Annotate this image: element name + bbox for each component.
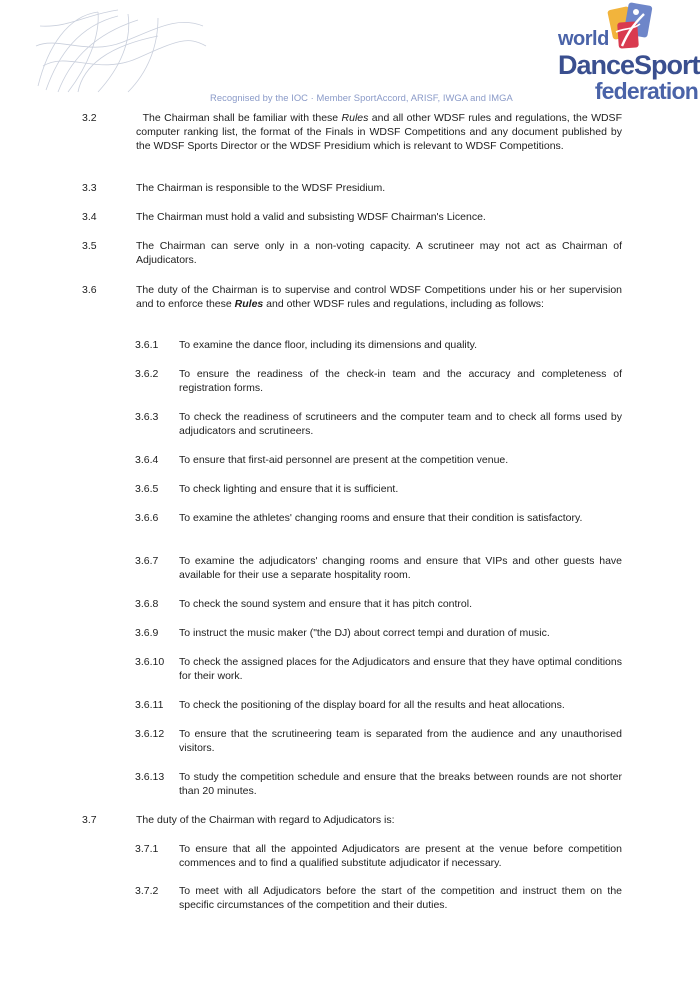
- subsection-3-6-8: [135, 597, 622, 611]
- subsection-text: To ensure that the scrutineering team is separated from the audience and any unauthorised visitors.: [179, 728, 622, 754]
- section-number: 3.5: [82, 240, 97, 252]
- subsection-text: To ensure that first-aid personnel are present at the competition venue.: [179, 454, 509, 466]
- subsection-number: 3.6.13: [135, 771, 165, 783]
- subsection-3-7-2: [135, 884, 622, 912]
- section-number: 3.2: [82, 112, 97, 124]
- section-text: The duty of the Chairman with regard to Adjudicators is:: [136, 814, 395, 826]
- subsection-3-6-12: [135, 727, 622, 755]
- subsection-text: To check the assigned places for the Adjudicators and ensure that they have optimal conditions for their work.: [179, 656, 622, 682]
- subsection-text: To examine the adjudicators' changing rooms and ensure that VIPs and other guests have available for their use a separate hospitality room.: [179, 555, 622, 581]
- subsection-text: To study the competition schedule and ensure that the breaks between rounds are not shorter than 20 minutes.: [179, 771, 622, 797]
- section-number: 3.4: [82, 211, 97, 223]
- section-3-5: [82, 239, 622, 267]
- subsection-text: To check the readiness of scrutineers and the computer team and to check all forms used by adjudicators and scrutineers.: [179, 411, 622, 437]
- subsection-number: 3.6.2: [135, 368, 159, 380]
- subsection-number: 3.6.9: [135, 627, 159, 639]
- section-text: The Chairman is responsible to the WDSF Presidium.: [136, 182, 386, 194]
- section-number: 3.3: [82, 182, 97, 194]
- subsection-number: 3.6.5: [135, 483, 159, 495]
- logo-word-federation: federation: [594, 78, 698, 104]
- logo-word-dancesport: DanceSport: [558, 50, 700, 80]
- subsection-text: To ensure that all the appointed Adjudicators are present at the venue before competition commences and to find a qualified substitute adjudicator if necessary.: [179, 843, 622, 869]
- subsection-text: To instruct the music maker ("the DJ) about correct tempi and duration of music.: [179, 627, 550, 639]
- subsection-3-6-5: [135, 482, 622, 496]
- subsection-3-6-13: [135, 770, 622, 798]
- subsection-number: 3.6.3: [135, 411, 159, 423]
- subsection-number: 3.6.4: [135, 454, 159, 466]
- subsection-3-6-4: [135, 453, 622, 467]
- wdsf-logo: [556, 2, 700, 106]
- subsection-3-6-10: [135, 655, 622, 683]
- subsection-3-6-1: [135, 338, 622, 352]
- section-text: The Chairman shall be familiar with these Rules and all other WDSF rules and regulations, the WDSF computer ranking list, the format of the Finals in WDSF Competitions and any document published by the WDSF Sports Director or the WDSF Presidium which is relevant to WDSF Competitions.: [136, 112, 622, 152]
- section-3-2: [82, 111, 622, 153]
- subsection-number: 3.6.11: [135, 699, 164, 711]
- subsection-text: To check lighting and ensure that it is sufficient.: [179, 483, 399, 495]
- section-number: 3.7: [82, 814, 97, 826]
- subsection-number: 3.6.7: [135, 555, 159, 567]
- subsection-number: 3.6.6: [135, 512, 159, 524]
- section-text: The Chairman can serve only in a non-voting capacity. A scrutineer may not act as Chairman of Adjudicators.: [136, 240, 622, 266]
- subsection-3-7-1: [135, 842, 622, 870]
- subsection-number: 3.7.2: [135, 885, 159, 897]
- section-3-6: [82, 283, 622, 311]
- subsection-number: 3.6.1: [135, 339, 159, 351]
- section-3-4: [82, 210, 622, 224]
- logo-word-world: world: [558, 28, 609, 50]
- subsection-3-6-3: [135, 410, 622, 438]
- section-text: The duty of the Chairman is to supervise and control WDSF Competitions under his or her supervision and to enforce these Rules and other WDSF rules and regulations, including as follows:: [136, 284, 622, 310]
- recognition-line: Recognised by the IOC · Member SportAccord, ARISF, IWGA and IMGA: [210, 92, 513, 103]
- section-text: The Chairman must hold a valid and subsisting WDSF Chairman's Licence.: [136, 211, 486, 223]
- subsection-3-6-9: [135, 626, 622, 640]
- subsection-3-6-7: [135, 554, 622, 582]
- subsection-text: To examine the dance floor, including its dimensions and quality.: [179, 339, 478, 351]
- subsection-text: To meet with all Adjudicators before the start of the competition and instruct them on the specific circumstances of the competition and their duties.: [179, 885, 622, 911]
- subsection-3-6-6: [135, 511, 622, 525]
- subsection-text: To examine the athletes' changing rooms and ensure that their condition is satisfactory.: [179, 512, 583, 524]
- section-3-3: [82, 181, 622, 195]
- section-3-7: [82, 813, 622, 827]
- subsection-number: 3.6.10: [135, 656, 165, 668]
- watermark-decoration: [28, 6, 208, 94]
- subsection-text: To check the sound system and ensure that it has pitch control.: [179, 598, 472, 610]
- subsection-3-6-2: [135, 367, 622, 395]
- subsection-text: To ensure the readiness of the check-in team and the accuracy and completeness of registration forms.: [179, 368, 622, 394]
- subsection-number: 3.7.1: [135, 843, 159, 855]
- subsection-3-6-11: [135, 698, 622, 712]
- subsection-number: 3.6.12: [135, 728, 165, 740]
- section-number: 3.6: [82, 284, 97, 296]
- subsection-text: To check the positioning of the display board for all the results and heat allocations.: [179, 699, 565, 711]
- subsection-number: 3.6.8: [135, 598, 159, 610]
